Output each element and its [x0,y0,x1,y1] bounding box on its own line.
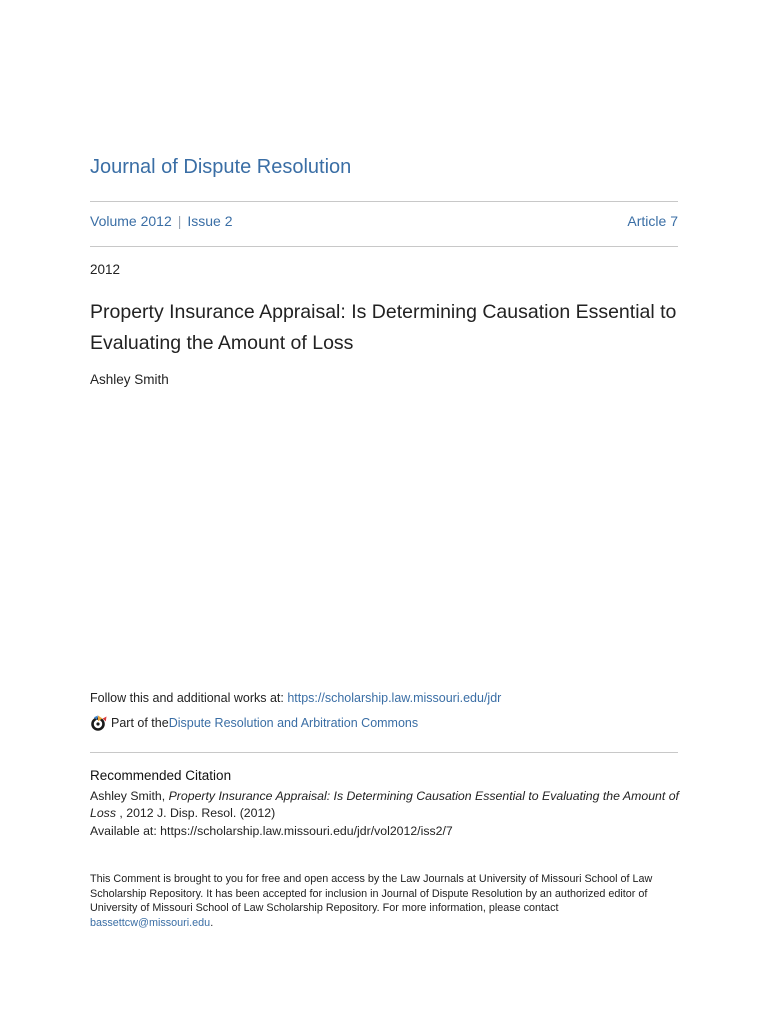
issue-link[interactable]: Issue 2 [187,213,233,229]
part-of-label: Part of the [111,716,169,730]
issue-bar [90,213,678,233]
footer-end: . [210,916,214,929]
issue-bar-left [90,213,233,229]
citation-source: , 2012 J. Disp. Resol. (2012) [115,806,276,821]
commons-link[interactable]: Dispute Resolution and Arbitration Commons [168,716,419,730]
citation-body [90,788,680,840]
citation-author: Ashley Smith, [90,789,169,803]
journal-title-link[interactable]: Journal of Dispute Resolution [90,156,352,178]
publication-year: 2012 [90,262,121,277]
divider-top [90,201,678,202]
volume-link[interactable]: Volume 2012 [90,213,172,229]
divider-citation [90,752,678,753]
citation-available: Available at: https://scholarship.law.missouri.edu/jdr/vol2012/iss2/7 [90,823,453,838]
article-number-link[interactable]: Article 7 [627,213,678,229]
follow-url-link[interactable]: https://scholarship.law.missouri.edu/jdr [287,691,502,705]
footer-notice [90,872,680,930]
contact-email-link[interactable]: bassettcw@missouri.edu [90,916,211,929]
citation-title: Property Insurance Appraisal: Is Determining Causation Essential to Evaluating the Amount of Loss [90,789,679,821]
citation-heading: Recommended Citation [90,768,232,783]
part-of-line [90,714,418,732]
divider-issue [90,246,678,247]
follow-label: Follow this and additional works at: [90,691,288,705]
network-commons-icon [90,714,108,732]
footer-text: This Comment is brought to you for free and open access by the Law Journals at University of Missouri School of Law Scholarship Repository. It has been accepted for inclusion in Journal of Dispute Resolution by an authorized editor of University of Missouri School of Law Scholarship Repository. For more information, please contact [90,873,653,915]
follow-line [90,691,501,705]
article-title: Property Insurance Appraisal: Is Determining Causation Essential to Evaluating the Amount of Loss [90,301,677,354]
issue-separator: | [177,213,182,229]
author-name: Ashley Smith [90,372,169,387]
